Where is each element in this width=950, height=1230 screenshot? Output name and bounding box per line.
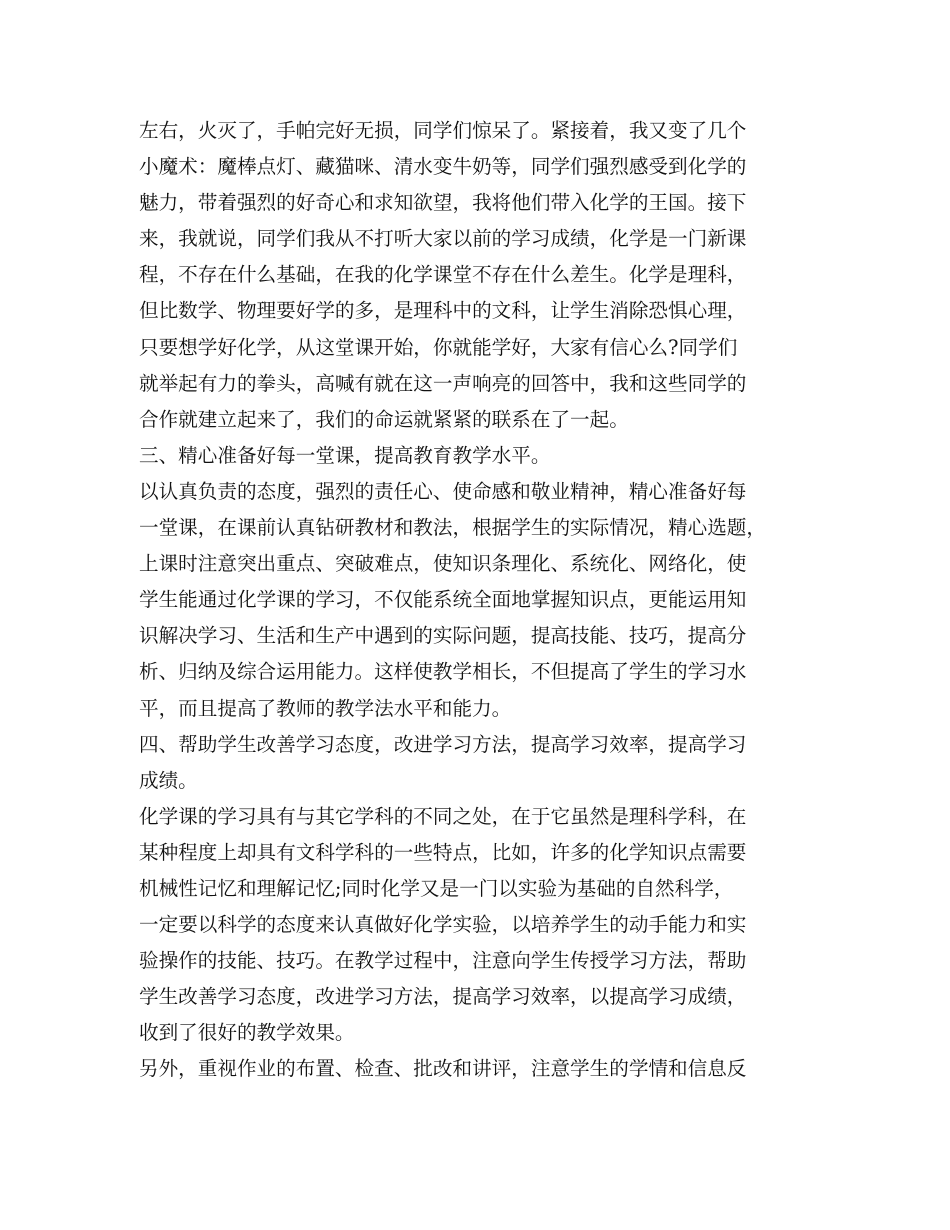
section-heading-4-continued: 成绩。	[139, 768, 198, 792]
text-line: 某种程度上却具有文科学科的一些特点，比如，许多的化学知识点需要	[139, 840, 747, 864]
text-line: 平，而且提高了教师的教学法水平和能力。	[139, 696, 512, 720]
text-line: 只要想学好化学，从这堂课开始，你就能学好，大家有信心么?同学们	[139, 335, 738, 359]
text-line: 就举起有力的拳头，高喊有就在这一声响亮的回答中，我和这些同学的	[139, 371, 747, 395]
text-line: 化学课的学习具有与其它学科的不同之处，在于它虽然是理科学科，在	[139, 804, 747, 828]
text-line: 但比数学、物理要好学的多，是理科中的文科，让学生消除恐惧心理，	[139, 299, 747, 323]
text-line: 上课时注意突出重点、突破难点，使知识条理化、系统化、网络化，使	[139, 552, 747, 576]
text-line: 左右，火灭了，手帕完好无损，同学们惊呆了。紧接着，我又变了几个	[139, 119, 747, 142]
text-line: 一堂课，在课前认真钻研教材和教法，根据学生的实际情况，精心选题，	[139, 516, 766, 540]
text-line: 识解决学习、生活和生产中遇到的实际问题，提高技能、技巧，提高分	[139, 624, 747, 648]
text-line: 验操作的技能、技巧。在教学过程中，注意向学生传授学习方法，帮助	[139, 949, 747, 973]
text-line: 另外，重视作业的布置、检查、批改和讲评，注意学生的学情和信息反	[139, 1057, 747, 1081]
text-line: 析、归纳及综合运用能力。这样使教学相长，不但提高了学生的学习水	[139, 660, 747, 684]
text-line: 以认真负责的态度，强烈的责任心、使命感和敬业精神，精心准备好每	[139, 479, 747, 503]
text-line: 机械性记忆和理解记忆;同时化学又是一门以实验为基础的自然科学，	[139, 876, 734, 900]
text-line: 合作就建立起来了，我们的命运就紧紧的联系在了一起。	[139, 407, 629, 431]
section-heading-3: 三、精心准备好每一堂课，提高教育教学水平。	[139, 443, 551, 467]
document-body	[139, 113, 819, 1088]
text-line: 魅力，带着强烈的好奇心和求知欲望，我将他们带入化学的王国。接下	[139, 191, 747, 215]
text-line: 学生能通过化学课的学习，不仅能系统全面地掌握知识点，更能运用知	[139, 588, 747, 612]
text-line: 程，不存在什么基础，在我的化学课堂不存在什么差生。化学是理科，	[139, 263, 747, 287]
text-line: 小魔术：魔棒点灯、藏猫咪、清水变牛奶等，同学们强烈感受到化学的	[139, 155, 747, 179]
text-line: 学生改善学习态度，改进学习方法，提高学习效率，以提高学习成绩，	[139, 985, 747, 1009]
text-line: 来，我就说，同学们我从不打听大家以前的学习成绩，化学是一门新课	[139, 227, 747, 251]
text-line: 一定要以科学的态度来认真做好化学实验，以培养学生的动手能力和实	[139, 913, 747, 937]
section-heading-4: 四、帮助学生改善学习态度，改进学习方法，提高学习效率，提高学习	[139, 732, 747, 756]
text-line: 收到了很好的教学效果。	[139, 1021, 355, 1045]
